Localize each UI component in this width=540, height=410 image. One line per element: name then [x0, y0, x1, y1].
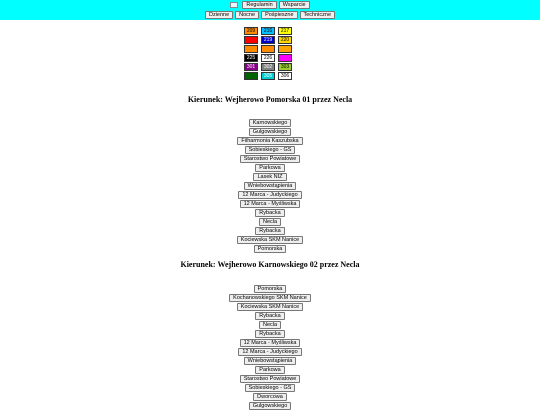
- line-227-button[interactable]: 227: [278, 54, 292, 62]
- stop-button[interactable]: Necla: [259, 321, 281, 329]
- stop-button[interactable]: Sobieskiego - GS: [245, 384, 296, 392]
- direction-heading-1: Kierunek: Wejherowo Pomorska 01 przez Necla: [187, 95, 353, 104]
- line-223-button[interactable]: 223: [278, 45, 292, 53]
- stop-button[interactable]: Karnowskiego: [249, 119, 292, 127]
- line-219-button[interactable]: 219: [261, 36, 275, 44]
- line-220-button[interactable]: 220: [278, 36, 292, 44]
- stop-button[interactable]: 12 Marca - Myśliwska: [240, 339, 301, 347]
- line-305-button[interactable]: 305: [261, 72, 275, 80]
- stop-button[interactable]: 12 Marca - Judyckiego: [238, 348, 301, 356]
- regulamin-button[interactable]: Regulamin: [242, 1, 276, 9]
- stop-button[interactable]: Gulgowskiego: [249, 402, 292, 410]
- stop-button[interactable]: Dworcowa: [253, 393, 287, 401]
- stop-button[interactable]: Wniebowstąpienia: [244, 357, 297, 365]
- stop-list-1: [0, 119, 540, 253]
- stop-button[interactable]: Rybacka: [255, 312, 284, 320]
- tab-pospieszne[interactable]: Pośpieszne: [261, 11, 297, 19]
- stop-button[interactable]: Necla: [259, 218, 281, 226]
- wsparcie-button[interactable]: Wsparcie: [279, 1, 310, 9]
- line-226-button[interactable]: 226: [261, 54, 275, 62]
- line-217-button[interactable]: 217: [278, 27, 292, 35]
- top-links: [0, 0, 540, 9]
- stop-button[interactable]: Pomorska: [254, 245, 287, 253]
- stop-button[interactable]: Pomorska: [254, 285, 287, 293]
- line-304-button[interactable]: 304: [244, 72, 258, 80]
- line-303-button[interactable]: 303: [278, 63, 292, 71]
- line-209-button[interactable]: 209: [244, 27, 258, 35]
- stop-button[interactable]: Starostwo Powiatowe: [240, 155, 301, 163]
- stop-button[interactable]: 12 Marca - Judyckiego: [238, 191, 301, 199]
- direction-heading-2: Kierunek: Wejherowo Karnowskiego 02 przez Necla: [180, 260, 360, 269]
- stop-button[interactable]: Sobieskiego - GS: [245, 146, 296, 154]
- stop-button[interactable]: Starostwo Powiatowe: [240, 375, 301, 383]
- stop-button[interactable]: 12 Marca - Myśliwska: [240, 200, 301, 208]
- line-225-button[interactable]: 225: [244, 54, 258, 62]
- stop-button[interactable]: Lasek NIZ: [253, 173, 286, 181]
- broken-image-icon: [230, 2, 238, 8]
- stop-button[interactable]: Kociewska SKM Nanice: [237, 303, 303, 311]
- line-216-button[interactable]: 216: [261, 27, 275, 35]
- stop-button[interactable]: Rybacka: [255, 227, 284, 235]
- line-number-grid: [244, 27, 292, 80]
- line-306-button[interactable]: 306: [278, 72, 292, 80]
- line-218-button[interactable]: 218: [244, 36, 258, 44]
- tab-techniczne[interactable]: Techniczne: [300, 11, 336, 19]
- stop-button[interactable]: Filharmonia Kaszubska: [237, 137, 302, 145]
- tab-dzienne[interactable]: Dzienne: [205, 11, 233, 19]
- stop-list-2: [0, 285, 540, 410]
- stop-button[interactable]: Rybacka: [255, 209, 284, 217]
- stop-button[interactable]: Kociewska SKM Nanice: [237, 236, 303, 244]
- category-tabs: [0, 10, 540, 19]
- line-221-button[interactable]: 221: [244, 45, 258, 53]
- stop-button[interactable]: Kochanowskiego SKM Nanice: [229, 294, 311, 302]
- stop-button[interactable]: Gulgowskiego: [249, 128, 292, 136]
- stop-button[interactable]: Parkowa: [255, 164, 284, 172]
- line-302-button[interactable]: 302: [261, 63, 275, 71]
- line-222-button[interactable]: 222: [261, 45, 275, 53]
- stop-button[interactable]: Parkowa: [255, 366, 284, 374]
- tab-nocne[interactable]: Nocne: [235, 11, 259, 19]
- top-navigation-bar: [0, 0, 540, 20]
- stop-button[interactable]: Wniebowstąpienia: [244, 182, 297, 190]
- stop-button[interactable]: Rybacka: [255, 330, 284, 338]
- line-301-button[interactable]: 301: [244, 63, 258, 71]
